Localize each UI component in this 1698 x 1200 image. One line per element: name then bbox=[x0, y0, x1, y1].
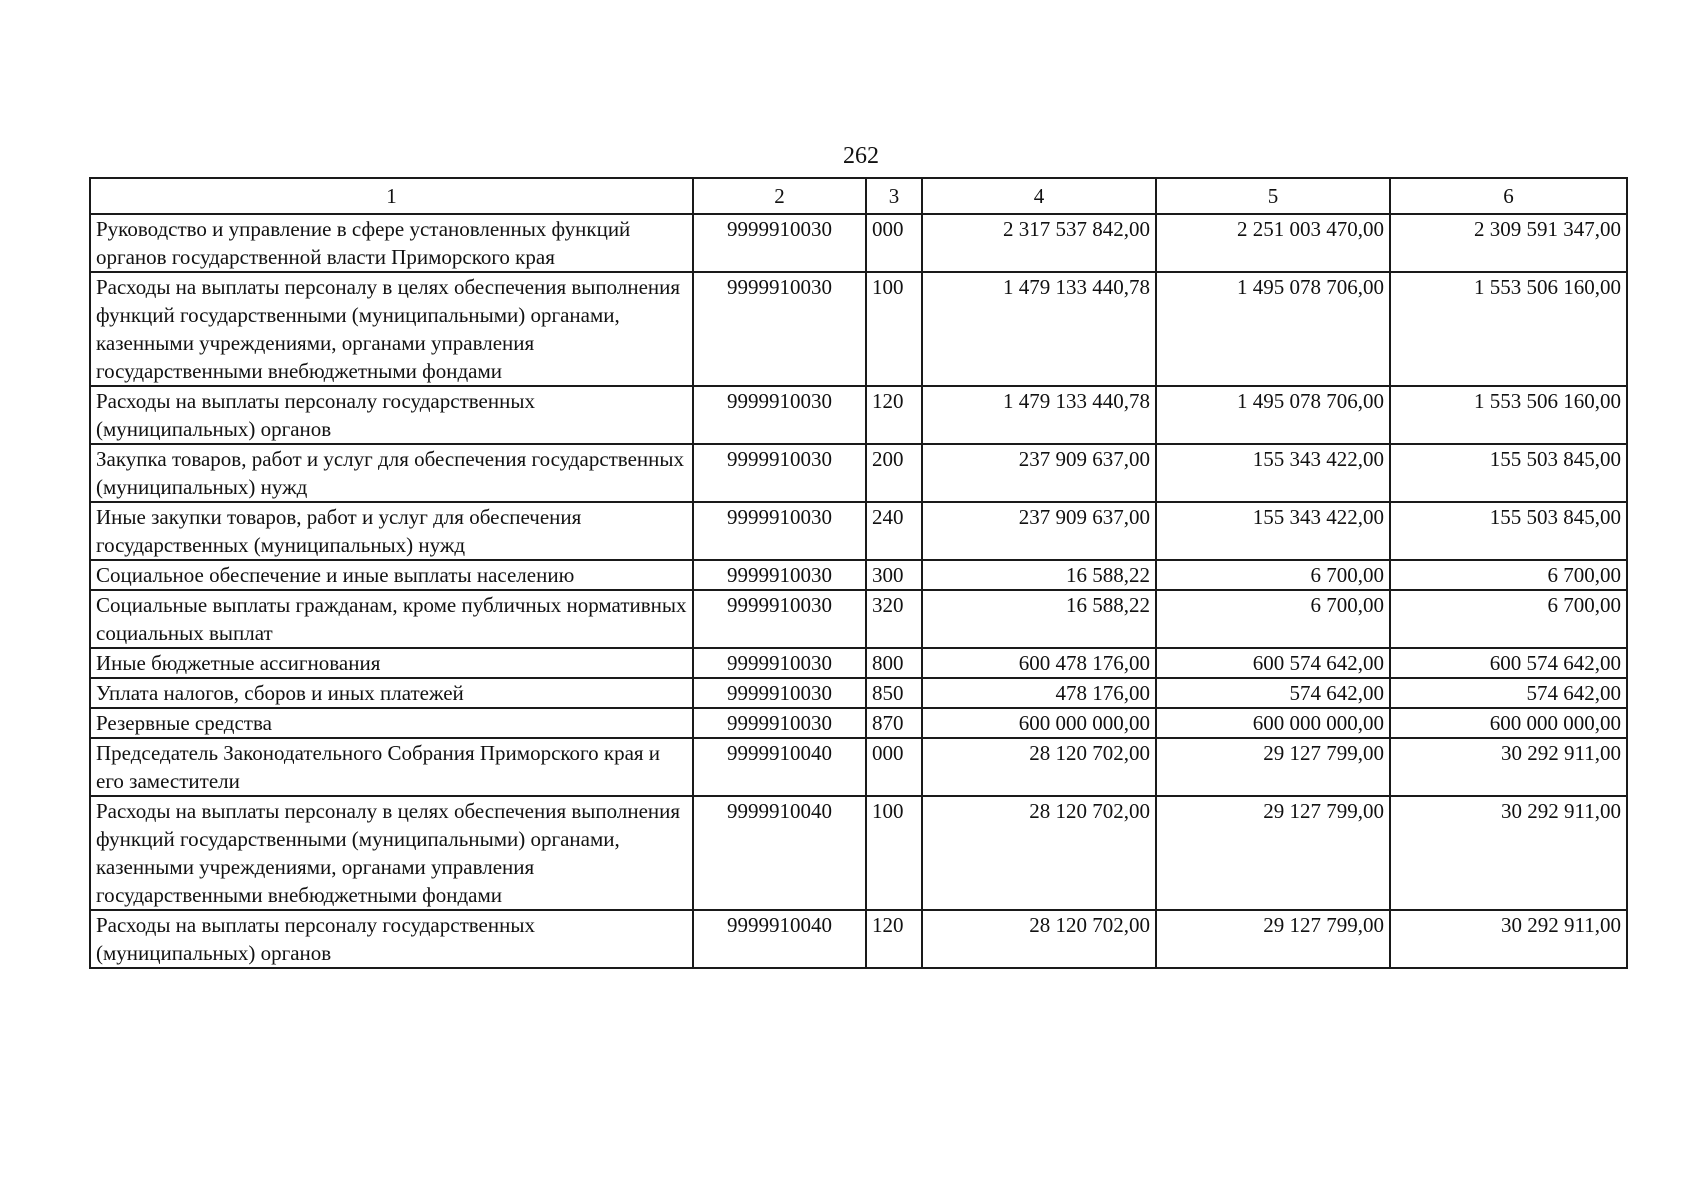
table-row bbox=[90, 910, 1627, 968]
row-name-cell: Председатель Законодательного Собрания Приморского края и его заместители bbox=[90, 738, 693, 796]
row-code-cell: 9999910030 bbox=[693, 386, 866, 444]
table-row bbox=[90, 708, 1627, 738]
row-name-cell: Иные закупки товаров, работ и услуг для обеспечения государственных (муниципальных) нужд bbox=[90, 502, 693, 560]
row-sum-col-5-cell: 29 127 799,00 bbox=[1156, 910, 1390, 968]
row-sum-col-6-cell: 1 553 506 160,00 bbox=[1390, 386, 1627, 444]
header-col-4: 4 bbox=[922, 178, 1156, 214]
table-row bbox=[90, 272, 1627, 386]
row-code-cell: 9999910030 bbox=[693, 444, 866, 502]
row-code-cell: 9999910030 bbox=[693, 648, 866, 678]
table-row bbox=[90, 648, 1627, 678]
header-col-3: 3 bbox=[866, 178, 922, 214]
row-type-cell: 100 bbox=[866, 796, 922, 910]
table-row bbox=[90, 386, 1627, 444]
row-sum-col-6-cell: 1 553 506 160,00 bbox=[1390, 272, 1627, 386]
row-sum-col-5-cell: 6 700,00 bbox=[1156, 590, 1390, 648]
row-code-cell: 9999910030 bbox=[693, 502, 866, 560]
row-sum-col-5-cell: 600 574 642,00 bbox=[1156, 648, 1390, 678]
row-code-cell: 9999910030 bbox=[693, 272, 866, 386]
row-name-cell: Социальные выплаты гражданам, кроме публичных нормативных социальных выплат bbox=[90, 590, 693, 648]
row-sum-col-5-cell: 1 495 078 706,00 bbox=[1156, 386, 1390, 444]
row-sum-col-6-cell: 30 292 911,00 bbox=[1390, 738, 1627, 796]
row-name-cell: Закупка товаров, работ и услуг для обеспечения государственных (муниципальных) нужд bbox=[90, 444, 693, 502]
budget-table bbox=[89, 177, 1628, 969]
row-code-cell: 9999910040 bbox=[693, 796, 866, 910]
table-row bbox=[90, 444, 1627, 502]
row-code-cell: 9999910030 bbox=[693, 708, 866, 738]
row-name-cell: Расходы на выплаты персоналу государственных (муниципальных) органов bbox=[90, 386, 693, 444]
row-type-cell: 870 bbox=[866, 708, 922, 738]
row-sum-col-6-cell: 155 503 845,00 bbox=[1390, 502, 1627, 560]
row-sum-col-4-cell: 28 120 702,00 bbox=[922, 738, 1156, 796]
row-code-cell: 9999910030 bbox=[693, 678, 866, 708]
table-header-row bbox=[90, 178, 1627, 214]
row-sum-col-5-cell: 29 127 799,00 bbox=[1156, 796, 1390, 910]
header-col-6: 6 bbox=[1390, 178, 1627, 214]
row-sum-col-6-cell: 30 292 911,00 bbox=[1390, 796, 1627, 910]
row-sum-col-6-cell: 574 642,00 bbox=[1390, 678, 1627, 708]
row-sum-col-6-cell: 6 700,00 bbox=[1390, 590, 1627, 648]
row-sum-col-4-cell: 16 588,22 bbox=[922, 590, 1156, 648]
row-name-cell: Расходы на выплаты персоналу в целях обеспечения выполнения функций государственными (муниципальными) органами, казенными учреждениями, органами управления государственными внебюджетными фондами bbox=[90, 796, 693, 910]
table-row bbox=[90, 502, 1627, 560]
row-sum-col-4-cell: 28 120 702,00 bbox=[922, 910, 1156, 968]
row-code-cell: 9999910040 bbox=[693, 738, 866, 796]
row-sum-col-6-cell: 600 000 000,00 bbox=[1390, 708, 1627, 738]
row-sum-col-6-cell: 30 292 911,00 bbox=[1390, 910, 1627, 968]
row-sum-col-5-cell: 155 343 422,00 bbox=[1156, 502, 1390, 560]
row-type-cell: 800 bbox=[866, 648, 922, 678]
row-name-cell: Расходы на выплаты персоналу государственных (муниципальных) органов bbox=[90, 910, 693, 968]
page-number: 262 bbox=[843, 143, 879, 169]
row-sum-col-6-cell: 6 700,00 bbox=[1390, 560, 1627, 590]
header-col-5: 5 bbox=[1156, 178, 1390, 214]
row-sum-col-5-cell: 6 700,00 bbox=[1156, 560, 1390, 590]
row-sum-col-5-cell: 155 343 422,00 bbox=[1156, 444, 1390, 502]
table-row bbox=[90, 214, 1627, 272]
row-sum-col-4-cell: 1 479 133 440,78 bbox=[922, 272, 1156, 386]
table-row bbox=[90, 590, 1627, 648]
row-sum-col-4-cell: 16 588,22 bbox=[922, 560, 1156, 590]
row-type-cell: 120 bbox=[866, 910, 922, 968]
row-type-cell: 100 bbox=[866, 272, 922, 386]
row-type-cell: 000 bbox=[866, 214, 922, 272]
row-sum-col-4-cell: 600 478 176,00 bbox=[922, 648, 1156, 678]
table-row bbox=[90, 738, 1627, 796]
row-sum-col-6-cell: 2 309 591 347,00 bbox=[1390, 214, 1627, 272]
row-type-cell: 240 bbox=[866, 502, 922, 560]
row-sum-col-5-cell: 29 127 799,00 bbox=[1156, 738, 1390, 796]
row-name-cell: Иные бюджетные ассигнования bbox=[90, 648, 693, 678]
row-sum-col-5-cell: 1 495 078 706,00 bbox=[1156, 272, 1390, 386]
row-type-cell: 850 bbox=[866, 678, 922, 708]
header-col-2: 2 bbox=[693, 178, 866, 214]
row-sum-col-5-cell: 2 251 003 470,00 bbox=[1156, 214, 1390, 272]
table-row bbox=[90, 678, 1627, 708]
row-type-cell: 200 bbox=[866, 444, 922, 502]
row-name-cell: Руководство и управление в сфере установленных функций органов государственной власти Приморского края bbox=[90, 214, 693, 272]
row-sum-col-5-cell: 574 642,00 bbox=[1156, 678, 1390, 708]
table-row bbox=[90, 796, 1627, 910]
row-sum-col-6-cell: 155 503 845,00 bbox=[1390, 444, 1627, 502]
row-type-cell: 300 bbox=[866, 560, 922, 590]
row-type-cell: 320 bbox=[866, 590, 922, 648]
row-name-cell: Расходы на выплаты персоналу в целях обеспечения выполнения функций государственными (муниципальными) органами, казенными учреждениями, органами управления государственными внебюджетными фондами bbox=[90, 272, 693, 386]
table-row bbox=[90, 560, 1627, 590]
row-sum-col-4-cell: 28 120 702,00 bbox=[922, 796, 1156, 910]
row-sum-col-4-cell: 2 317 537 842,00 bbox=[922, 214, 1156, 272]
row-code-cell: 9999910030 bbox=[693, 590, 866, 648]
row-name-cell: Социальное обеспечение и иные выплаты населению bbox=[90, 560, 693, 590]
row-code-cell: 9999910040 bbox=[693, 910, 866, 968]
row-name-cell: Резервные средства bbox=[90, 708, 693, 738]
row-sum-col-4-cell: 1 479 133 440,78 bbox=[922, 386, 1156, 444]
header-col-1: 1 bbox=[90, 178, 693, 214]
row-sum-col-4-cell: 237 909 637,00 bbox=[922, 444, 1156, 502]
row-sum-col-4-cell: 600 000 000,00 bbox=[922, 708, 1156, 738]
row-sum-col-4-cell: 478 176,00 bbox=[922, 678, 1156, 708]
row-sum-col-5-cell: 600 000 000,00 bbox=[1156, 708, 1390, 738]
row-sum-col-6-cell: 600 574 642,00 bbox=[1390, 648, 1627, 678]
row-name-cell: Уплата налогов, сборов и иных платежей bbox=[90, 678, 693, 708]
row-code-cell: 9999910030 bbox=[693, 560, 866, 590]
row-code-cell: 9999910030 bbox=[693, 214, 866, 272]
row-type-cell: 120 bbox=[866, 386, 922, 444]
row-type-cell: 000 bbox=[866, 738, 922, 796]
row-sum-col-4-cell: 237 909 637,00 bbox=[922, 502, 1156, 560]
